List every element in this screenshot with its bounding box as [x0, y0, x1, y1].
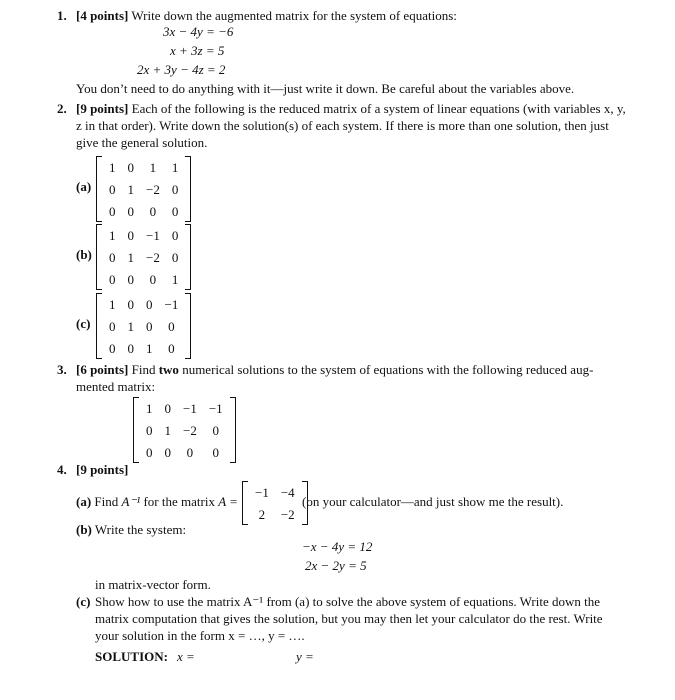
q4a-text-3: (on your calculator—and just show me the result).	[302, 494, 564, 509]
q2-points: [9 points]	[76, 101, 129, 116]
solution-x: x =	[177, 649, 195, 664]
q3-text-before: Find	[131, 362, 156, 377]
q1-text: Write down the augmented matrix for the system of equations:	[131, 8, 457, 23]
solution-y: y =	[296, 649, 314, 664]
q4a-statement	[76, 493, 238, 510]
q4b-statement	[76, 521, 186, 538]
q4b-equation-1: −x − 4y = 12	[302, 539, 373, 554]
q3-points: [6 points]	[76, 362, 129, 377]
q4b-label: (b)	[76, 522, 92, 537]
q2c-label: (c)	[76, 316, 91, 331]
q4c-text: Show how to use the matrix A⁻¹ from (a) to solve the above system of equations. Write down the matrix computation that gives the solution, but you may then let your calculator do the rest. Write your solution in the form x = …, y = ….	[95, 594, 603, 643]
solution-label: SOLUTION:	[95, 649, 168, 664]
q2a-label: (a)	[76, 179, 92, 194]
q4a-matrix: −1 −4 2 −2	[242, 481, 308, 525]
q2-text: Each of the following is the reduced matrix of a system of linear equations (with variables x, y, z in that order). Write down the solution(s) of each system. If there is more than one solution, then just give the general solution.	[76, 101, 626, 150]
q1-equation-3: 2x + 3y − 4z = 2	[137, 62, 226, 77]
q1-equation-2: x + 3z = 5	[170, 43, 225, 58]
q4a-text-2: for the matrix	[143, 494, 215, 509]
q4a-text-1: Find	[94, 494, 119, 509]
q1-statement	[76, 7, 457, 24]
q1-equation-1: 3x − 4y = −6	[163, 24, 234, 39]
q2a-matrix: 1 0 1 1 0 1 −2 0 0 0 0 0	[96, 156, 191, 222]
q4-points: [9 points]	[76, 462, 129, 477]
q2-statement	[76, 100, 626, 151]
q3-text-after: numerical solutions to the system of equations with the following reduced aug-mented matrix:	[76, 362, 594, 394]
q4a-eq: A =	[218, 494, 238, 509]
q1-note: You don’t need to do anything with it—just write it down. Be careful about the variables above.	[76, 81, 575, 96]
q1-points: [4 points]	[76, 8, 129, 23]
q2b-matrix: 1 0 −1 0 0 1 −2 0 0 0 0 1	[96, 224, 191, 290]
q3-number: 3.	[57, 362, 67, 377]
q4a-label: (a)	[76, 494, 92, 509]
q3-bold-word: two	[158, 362, 179, 377]
q4c-label: (c)	[76, 594, 91, 609]
q4b-text: Write the system:	[94, 522, 187, 537]
q2c-matrix: 1 0 0 −1 0 1 0 0 0 0 1 0	[96, 293, 191, 359]
q1-number: 1.	[57, 8, 67, 23]
q4b-equation-2: 2x − 2y = 5	[305, 558, 367, 573]
q4a-inverse: A⁻¹	[121, 494, 141, 509]
q4-number: 4.	[57, 462, 67, 477]
q3-statement	[76, 361, 624, 395]
q2-number: 2.	[57, 101, 67, 116]
q3-matrix: 1 0 −1 −1 0 1 −2 0 0 0 0 0	[133, 397, 236, 463]
q4b-after: in matrix-vector form.	[95, 577, 211, 592]
q2b-label: (b)	[76, 247, 92, 262]
